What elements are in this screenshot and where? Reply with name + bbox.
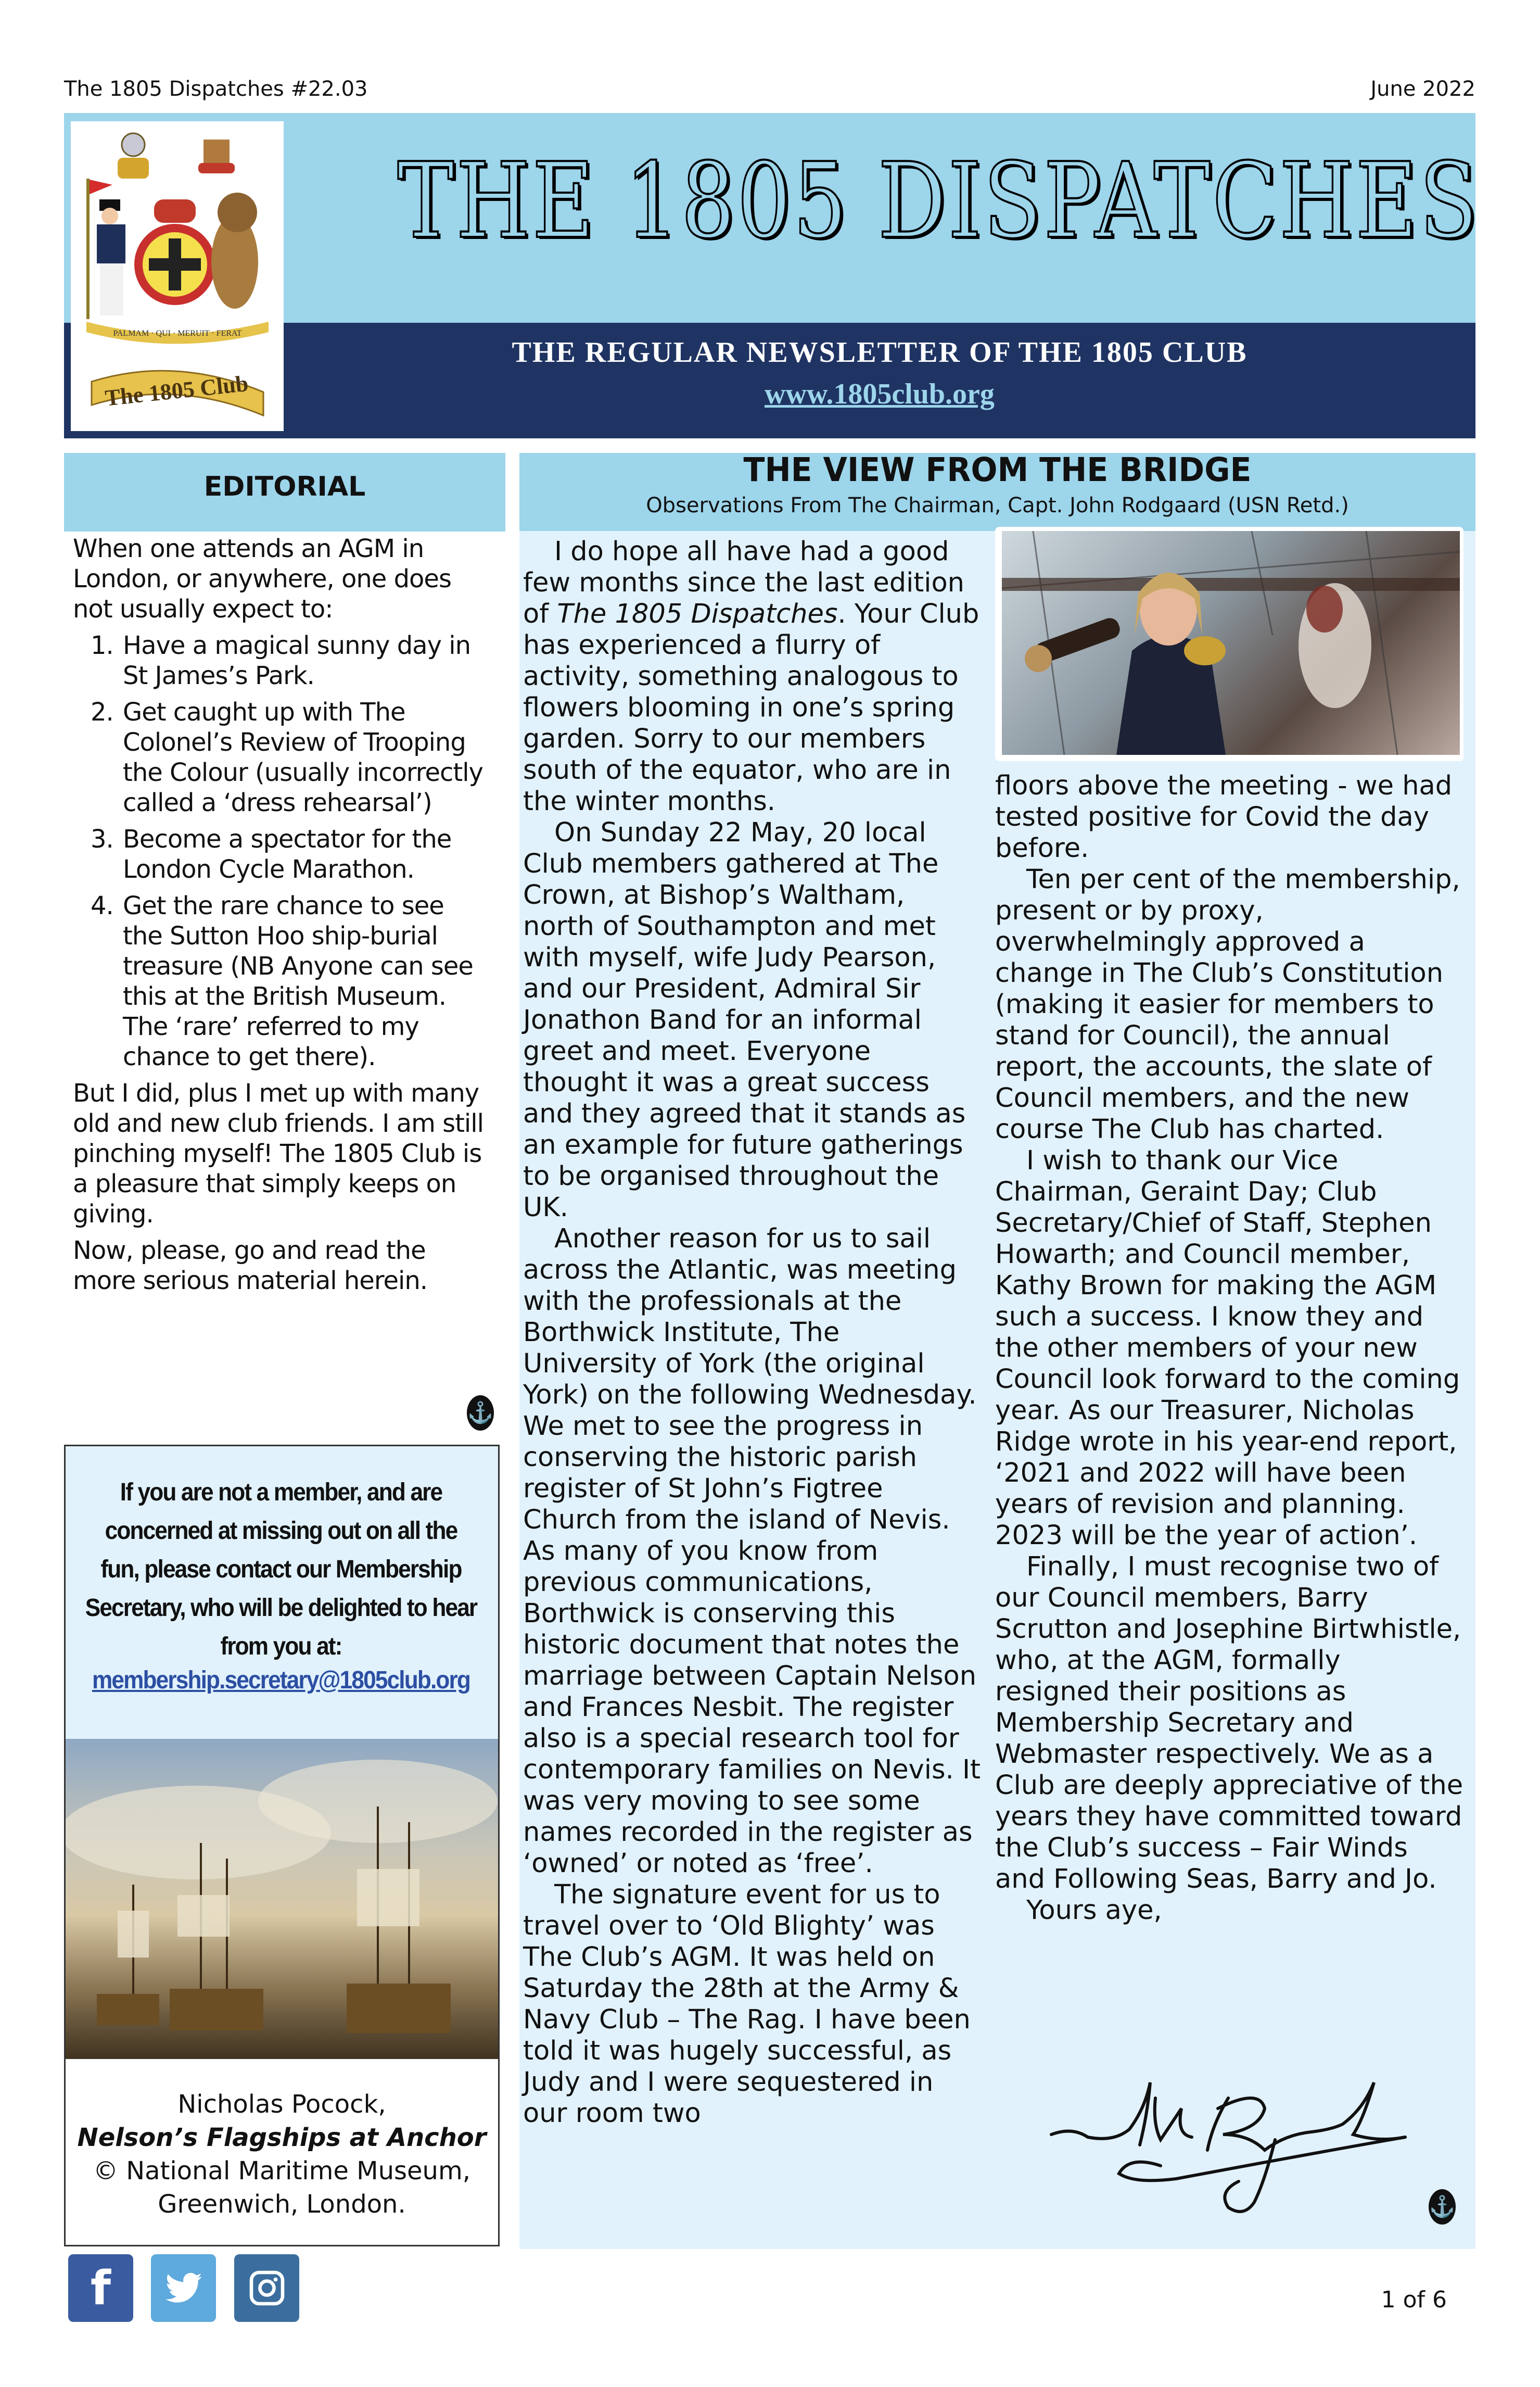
facebook-glyph: f: [90, 2260, 111, 2316]
article-column-1: [523, 536, 981, 2129]
editorial-paragraph: Now, please, go and read the more serious material herein.: [73, 1236, 428, 1295]
twitter-icon[interactable]: [151, 2254, 216, 2322]
editorial-list: [73, 630, 489, 1072]
signature-icon: [1041, 2077, 1421, 2218]
membership-text: If you are not a member, and are concerned at missing out on all the fun, please contact our Membership Secretary, who will be delighted to hear from you at:: [85, 1479, 477, 1660]
anchor-icon: ⚓: [467, 1395, 494, 1431]
club-crest-logo: [71, 121, 284, 431]
captain-photo: [1002, 531, 1460, 755]
painting-image: [66, 1739, 498, 2059]
crest-motto: PALMAM · QUI · MERUIT · FERAT: [113, 329, 242, 338]
page-number: 1 of 6: [1381, 2287, 1447, 2313]
issue-date: June 2022: [1370, 77, 1475, 101]
article-column-2: [995, 771, 1463, 1926]
painting-caption: [66, 2088, 498, 2221]
captain-with-telescope-icon: [1002, 531, 1460, 755]
article-paragraph: floors above the meeting - we had tested positive for Covid the day before.: [995, 771, 1453, 864]
article-paragraph: [523, 536, 981, 817]
editorial-list-item: 3. Become a spectator for the London Cycle Marathon.: [121, 824, 489, 885]
signature: [1041, 2077, 1421, 2218]
anchor-icon: ⚓: [1429, 2189, 1456, 2225]
newsletter-subtitle: THE REGULAR NEWSLETTER OF THE 1805 CLUB: [512, 336, 1248, 369]
closing-salutation: Yours aye,: [1026, 1895, 1162, 1926]
editorial-paragraph: But I did, plus I met up with many old and new club friends. I am still pinching myself! The 1805 Club is a pleasure that simply keeps on giving.: [73, 1079, 483, 1229]
newsletter-title: THE 1805 DISPATCHES: [397, 141, 1480, 262]
issue-number: The 1805 Dispatches #22.03: [64, 77, 368, 101]
editorial-list-item: 4. Get the rare chance to see the Sutton Hoo ship-burial treasure (NB Anyone can see this at the British Museum. The ‘rare’ referred to my chance to get there).: [121, 891, 489, 1072]
article-paragraph: The signature event for us to travel over to ‘Old Blighty’ was The Club’s AGM. It was held on Saturday the 28th at the Army & Navy Club – The Rag. I have been told it was hugely successful, as Judy and I were sequestered in our room two: [523, 1879, 971, 2129]
website-link[interactable]: www.1805club.org: [765, 378, 995, 410]
crest-banner: The 1805 Club: [104, 370, 250, 411]
caption-credit-location: Greenwich, London.: [158, 2190, 406, 2219]
twitter-bird-icon: [166, 2272, 202, 2304]
editorial-title: EDITORIAL: [203, 471, 366, 502]
editorial-list-item: 2. Get caught up with The Colonel’s Review of Trooping the Colour (usually incorrectly called a ‘dress rehearsal’): [121, 697, 489, 818]
editorial-list-item: 1. Have a magical sunny day in St James’s Park.: [121, 630, 489, 691]
instagram-camera-icon: [248, 2269, 286, 2307]
instagram-icon[interactable]: [234, 2254, 299, 2322]
editorial-intro: When one attends an AGM in London, or anywhere, one does not usually expect to:: [73, 534, 451, 624]
caption-artist: Nicholas Pocock,: [177, 2090, 386, 2119]
article-paragraph: On Sunday 22 May, 20 local Club members gathered at The Crown, at Bishop’s Waltham, north of Southampton and met with myself, wife Judy Pearson, and our President, Admiral Sir Jonathon Band for an informal greet and meet. Everyone thought it was a great success and they agreed that it stands as an example for future gatherings to be organised throughout the UK.: [523, 817, 966, 1223]
article-text: I do hope all have had a good few months since the last edition of: [523, 536, 964, 629]
article-paragraph: Another reason for us to sail across the Atlantic, was meeting with the professionals at the Borthwick Institute, The University of York (the original York) on the following Wednesday. We met to see the progress in conserving the historic parish register of St John’s Figtree Church from the island of Nevis. As many of you know from previous communications, Borthwick is conserving this historic document that notes the marriage between Captain Nelson and Frances Nesbit. The register also is a special research tool for contemporary families on Nevis. It was very moving to see some names recorded in the register as ‘owned’ or noted as ‘free’.: [523, 1223, 981, 1879]
ships-painting-icon: [66, 1739, 498, 2059]
editorial-body: [73, 534, 489, 1302]
article-byline: Observations From The Chairman, Capt. John Rodgaard (USN Retd.): [646, 494, 1349, 517]
article-paragraph: Ten per cent of the membership, present or by proxy, overwhelmingly approved a change in The Club’s Constitution (making it easier for members to stand for Council), the annual report, the accounts, the slate of Council members, and the new course The Club has charted.: [995, 864, 1460, 1145]
article-title: THE VIEW FROM THE BRIDGE: [743, 451, 1252, 489]
crest-icon: [71, 121, 284, 431]
article-paragraph: Finally, I must recognise two of our Council members, Barry Scrutton and Josephine Birtwhistle, who, at the AGM, formally resigned their positions as Membership Secretary and Webmaster respectively. We as a Club are deeply appreciative of the years they have committed toward the Club’s success – Fair Winds and Following Seas, Barry and Jo.: [995, 1551, 1463, 1895]
caption-title: Nelson’s Flagships at Anchor: [77, 2123, 487, 2152]
membership-email-link[interactable]: membership.secretary@1805club.org: [92, 1666, 470, 1694]
publication-title: The 1805 Dispatches: [557, 599, 838, 629]
facebook-icon[interactable]: [68, 2254, 133, 2322]
article-paragraph: I wish to thank our Vice Chairman, Geraint Day; Club Secretary/Chief of Staff, Stephen Howarth; and Council member, Kathy Brown for making the AGM such a success. I know they and the other members of your new Council look forward to the coming year. As our Treasurer, Nicholas Ridge wrote in his year-end report, ‘2021 and 2022 will have been years of revision and planning. 2023 will be the year of action’.: [995, 1145, 1460, 1551]
article-text: . Your Club has experienced a flurry of activity, something analogous to flowers blooming in one’s spring garden. Sorry to our members south of the equator, who are in the winter months.: [523, 599, 979, 817]
caption-credit: © National Maritime Museum,: [93, 2156, 470, 2186]
